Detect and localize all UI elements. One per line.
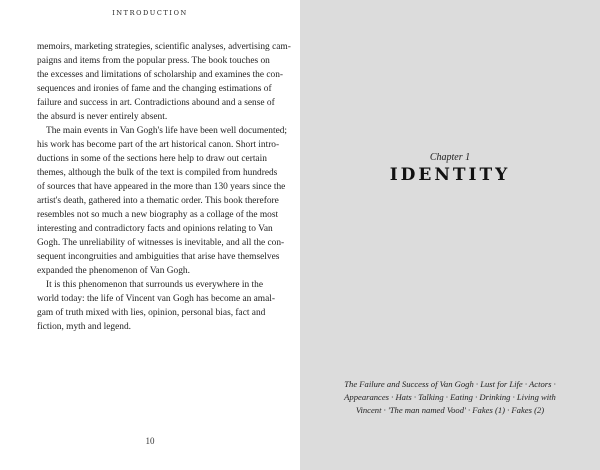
text-line: ductions in some of the sections here help to draw out certain bbox=[37, 154, 267, 164]
chapter-title: IDENTITY bbox=[389, 165, 511, 185]
text-line: themes, although the bulk of the text is compiled from hundreds bbox=[37, 168, 278, 178]
text-line: It is this phenomenon that surrounds us everywhere in the bbox=[46, 280, 263, 290]
text-line: sequent incongruities and ambiguities that arise have themselves bbox=[37, 252, 280, 262]
text-line: of sources that have appeared in the more than 130 years since the bbox=[37, 182, 286, 192]
text-line: failure and success in art. Contradictions abound and a sense of bbox=[37, 98, 275, 108]
text-line: paigns and items from the popular press. The book touches on bbox=[37, 56, 270, 66]
text-line: fiction, myth and legend. bbox=[37, 322, 131, 332]
text-line: The main events in Van Gogh's life have been well documented; bbox=[46, 126, 288, 136]
body-text bbox=[37, 40, 291, 334]
text-line: his work has become part of the art historical canon. Short intro- bbox=[37, 140, 280, 150]
text-line: world today: the life of Vincent van Gogh has become an amal- bbox=[37, 294, 275, 304]
contents-line: Appearances · Hats · Talking · Eating · Drinking · Living with bbox=[344, 392, 556, 402]
contents-line: The Failure and Success of Van Gogh · Lust for Life · Actors · bbox=[344, 379, 556, 389]
text-line: the excesses and limitations of scholarship and examines the con- bbox=[37, 70, 284, 80]
text-line: Gogh. The unreliability of witnesses is inevitable, and all the con- bbox=[37, 238, 285, 248]
contents-line: Vincent · 'The man named Vood' · Fakes (1) · Fakes (2) bbox=[355, 405, 545, 415]
running-head: INTRODUCTION bbox=[112, 9, 188, 17]
text-line: gam of truth mixed with lies, opinion, personal bias, fact and bbox=[37, 308, 266, 318]
chapter-label: Chapter 1 bbox=[429, 152, 471, 163]
text-line: memoirs, marketing strategies, scientific analyses, advertising cam- bbox=[37, 42, 291, 52]
chapter-contents bbox=[320, 378, 580, 417]
page-number: 10 bbox=[145, 436, 155, 446]
text-line: resembles not so much a new biography as a collage of the most bbox=[37, 210, 279, 220]
text-line: the absurd is never entirely absent. bbox=[37, 112, 168, 122]
text-line: expanded the phenomenon of Van Gogh. bbox=[37, 266, 190, 276]
text-line: interesting and contradictory facts and opinions relating to Van bbox=[37, 224, 273, 234]
text-line: artist's death, gathered into a thematic order. This book therefore bbox=[37, 196, 279, 206]
right-page bbox=[300, 0, 600, 470]
text-line: sequences and ironies of fame and the changing estimations of bbox=[37, 84, 272, 94]
